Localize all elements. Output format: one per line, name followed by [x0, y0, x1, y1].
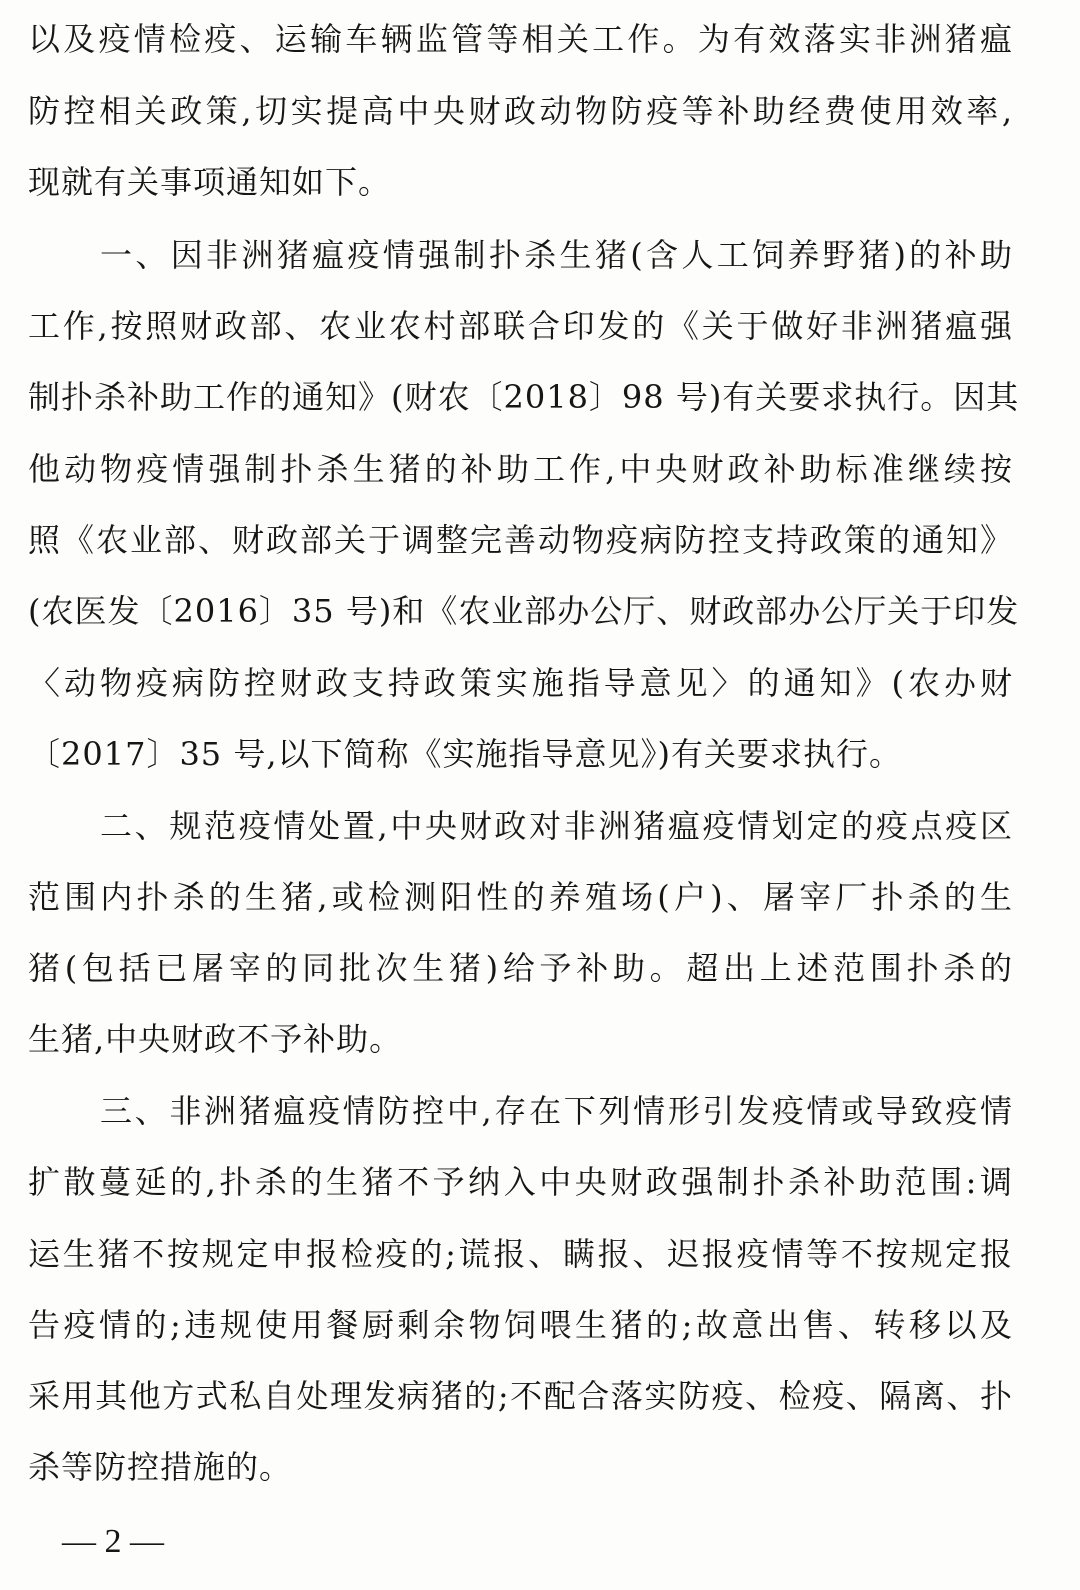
section-3-line-5: 采用其他方式私自处理发病猪的;不配合落实防疫、检疫、隔离、扑: [28, 1377, 1013, 1415]
section-1-line-8: 〔2017〕35 号,以下简称《实施指导意见》)有关要求执行。: [28, 735, 902, 773]
section-2-line-2: 范围内扑杀的生猪,或检测阳性的养殖场(户)、屠宰厂扑杀的生: [28, 878, 1013, 916]
section-1-line-6: (农医发〔2016〕35 号)和《农业部办公厅、财政部办公厅关于印发: [28, 592, 1020, 630]
section-1-line-5: 照《农业部、财政部关于调整完善动物疫病防控支持政策的通知》: [28, 521, 1013, 559]
section-2-line-3: 猪(包括已屠宰的同批次生猪)给予补助。超出上述范围扑杀的: [28, 949, 1013, 987]
section-3-line-1: 三、非洲猪瘟疫情防控中,存在下列情形引发疫情或导致疫情: [100, 1092, 1013, 1130]
section-3-line-4: 告疫情的;违规使用餐厨剩余物饲喂生猪的;故意出售、转移以及: [28, 1306, 1013, 1344]
body-line-2: 防控相关政策,切实提高中央财政动物防疫等补助经费使用效率,: [28, 92, 1013, 130]
section-3-line-2: 扩散蔓延的,扑杀的生猪不予纳入中央财政强制扑杀补助范围:调: [28, 1163, 1013, 1201]
section-1-line-1: 一、因非洲猪瘟疫情强制扑杀生猪(含人工饲养野猪)的补助: [100, 236, 1013, 274]
body-line-3: 现就有关事项通知如下。: [28, 163, 392, 201]
section-1-line-3: 制扑杀补助工作的通知》(财农〔2018〕98 号)有关要求执行。因其: [28, 378, 1020, 416]
section-3-line-6: 杀等防控措施的。: [28, 1448, 293, 1486]
section-2-line-4: 生猪,中央财政不予补助。: [28, 1020, 403, 1058]
section-2-line-1: 二、规范疫情处置,中央财政对非洲猪瘟疫情划定的疫点疫区: [100, 807, 1013, 845]
page-number: — 2 —: [62, 1523, 164, 1560]
section-1-line-7: 〈动物疫病防控财政支持政策实施指导意见〉的通知》(农办财: [28, 664, 1013, 702]
section-1-line-4: 他动物疫情强制扑杀生猪的补助工作,中央财政补助标准继续按: [28, 450, 1013, 488]
body-line-1: 以及疫情检疫、运输车辆监管等相关工作。为有效落实非洲猪瘟: [28, 20, 1013, 58]
section-1-line-2: 工作,按照财政部、农业农村部联合印发的《关于做好非洲猪瘟强: [28, 307, 1013, 345]
section-3-line-3: 运生猪不按规定申报检疫的;谎报、瞒报、迟报疫情等不按规定报: [28, 1235, 1013, 1273]
